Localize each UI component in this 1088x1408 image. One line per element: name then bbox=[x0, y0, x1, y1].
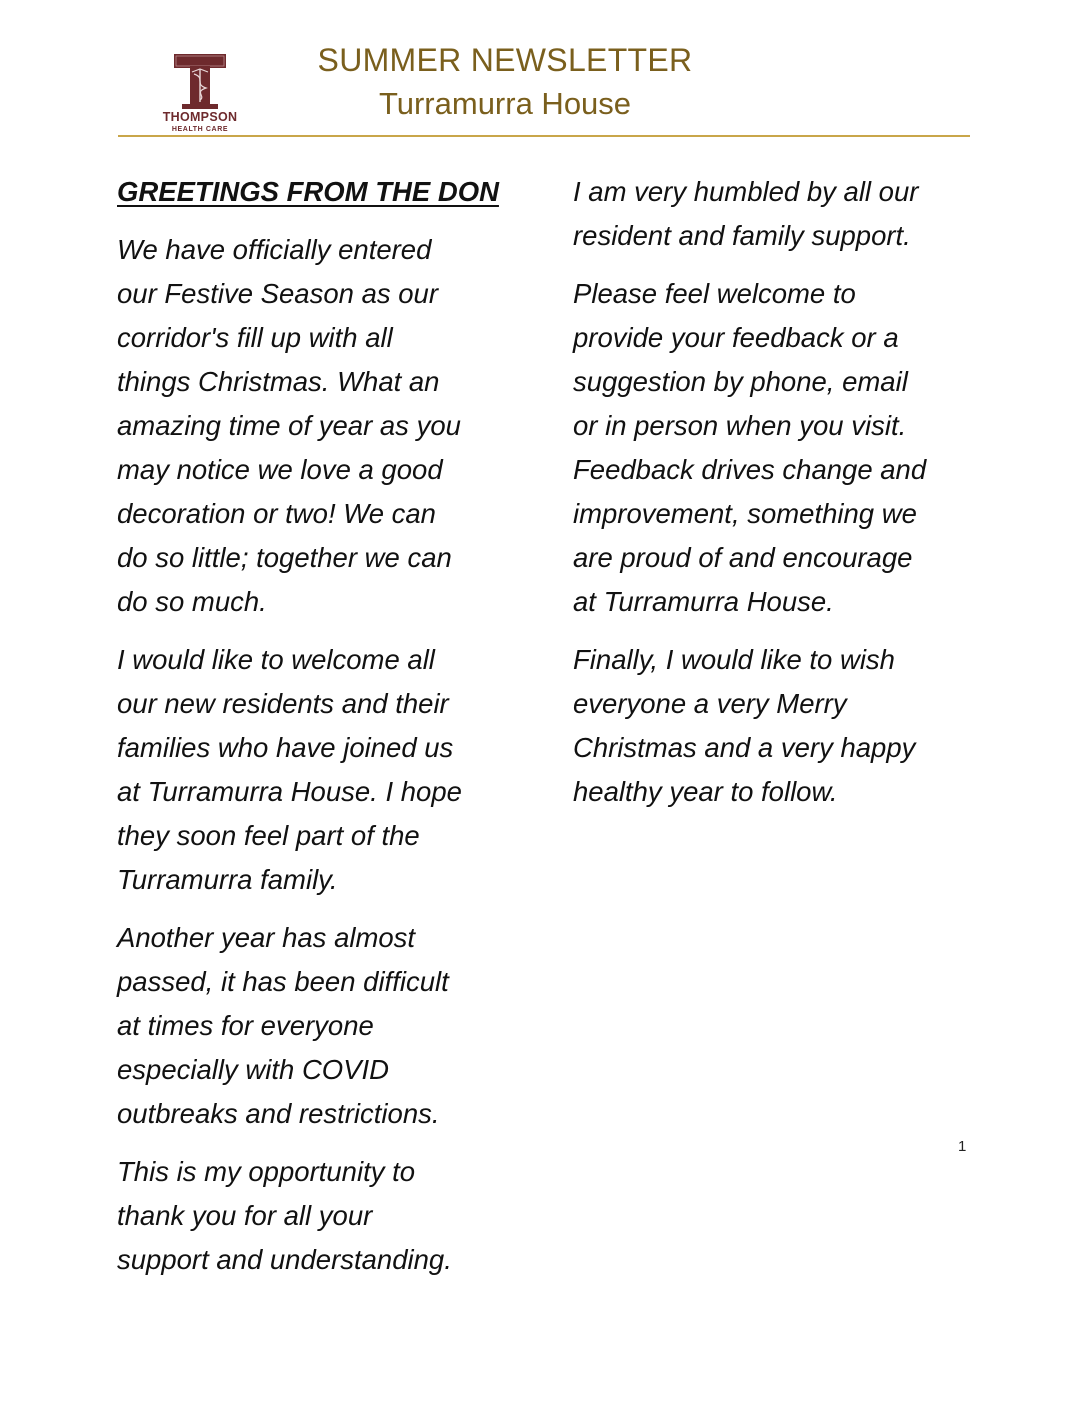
logo-subtext: HEALTH CARE bbox=[171, 126, 229, 133]
newsletter-subtitle: Turramurra House bbox=[378, 86, 632, 121]
paragraph: This is my opportunity to thank you for all your support and understanding. bbox=[117, 1156, 452, 1275]
paragraph: Finally, I would like to wish everyone a very Merry Christmas and a very happy healthy year to follow. bbox=[573, 644, 916, 807]
right-column bbox=[573, 170, 973, 828]
newsletter-title: SUMMER NEWSLETTER bbox=[317, 42, 693, 78]
paragraph: Another year has almost passed, it has been difficult at times for everyone especially with COVID outbreaks and restrictions. bbox=[117, 922, 449, 1129]
logo-name: THOMPSON bbox=[162, 110, 238, 124]
paragraph: Please feel welcome to provide your feedback or a suggestion by phone, email or in person when you visit. Feedback drives change and improvement, something we are proud of and encourage at Turramurra House. bbox=[573, 278, 927, 617]
article-heading: GREETINGS FROM THE DON bbox=[117, 176, 499, 207]
paragraph: I would like to welcome all our new residents and their families who have joined us at Turramurra House. I hope they soon feel part of the Turramurra family. bbox=[117, 644, 462, 895]
thompson-logo bbox=[152, 52, 248, 142]
t-emblem-icon bbox=[152, 52, 248, 110]
newsletter-title-block bbox=[300, 38, 710, 126]
page-number: 1 bbox=[958, 1138, 967, 1155]
header-divider bbox=[118, 135, 970, 137]
paragraph: We have officially entered our Festive Season as our corridor's fill up with all things Christmas. What an amazing time of year as you may notice we love a good decoration or two! We can do so little; together we can do so much. bbox=[117, 234, 461, 617]
paragraph: I am very humbled by all our resident and family support. bbox=[573, 176, 919, 251]
left-column bbox=[117, 170, 537, 1296]
